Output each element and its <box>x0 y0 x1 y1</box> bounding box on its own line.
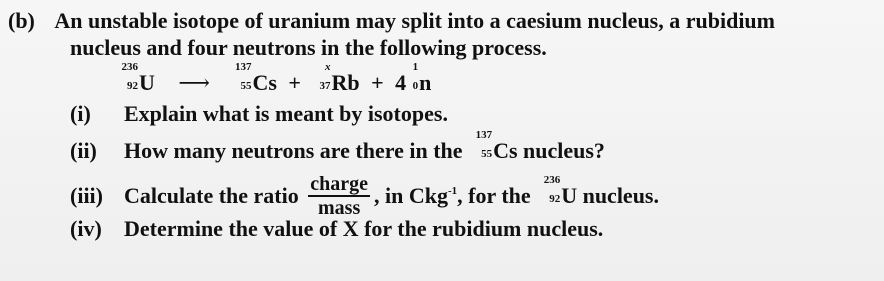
rubidium-atomic-number: 37 <box>319 80 331 92</box>
caesium-mass-number: 137 <box>234 61 252 73</box>
question-i <box>70 102 448 126</box>
question-iii-text-after: nucleus. <box>582 183 659 209</box>
question-iv-label: (iv) <box>70 216 102 241</box>
plus-sign: + <box>288 70 301 95</box>
charge-mass-fraction <box>308 174 370 218</box>
reaction-arrow: ⟶ <box>178 70 210 95</box>
question-iv-text: Determine the value of X for the rubidium nucleus. <box>124 216 604 241</box>
question-ii-text-after: nucleus? <box>523 138 605 163</box>
part-b-line1 <box>8 9 775 33</box>
part-b-line2 <box>70 36 547 60</box>
nuclide-caesium <box>233 61 277 95</box>
nuclide-uranium-question <box>542 174 578 209</box>
question-iii-text-before: Calculate the ratio <box>124 183 299 209</box>
rubidium-symbol: Rb <box>331 70 360 95</box>
question-ii-label: (ii) <box>70 138 97 163</box>
uranium-atomic-number: 92 <box>127 80 138 92</box>
uranium-mass-number: 236 <box>121 61 138 73</box>
nuclide-neutron <box>406 61 432 95</box>
neutron-mass-number: 1 <box>412 61 419 73</box>
question-iii-label: (iii) <box>70 183 103 209</box>
part-b-intro-1: An unstable isotope of uranium may split into a caesium nucleus, a rubidium <box>54 8 775 33</box>
uranium-symbol: U <box>561 183 578 209</box>
nuclear-equation <box>120 61 432 95</box>
uranium-mass-number: 236 <box>543 174 561 187</box>
neutron-atomic-number: 0 <box>412 80 419 92</box>
caesium-symbol: Cs <box>493 138 518 163</box>
question-iv <box>70 217 603 241</box>
neutron-coefficient: 4 <box>395 70 407 95</box>
neutron-symbol: n <box>419 70 432 95</box>
fraction-denominator: mass <box>318 197 361 219</box>
unit-exponent: -1 <box>447 185 458 198</box>
question-ii-text-before: How many neutrons are there in the <box>124 138 463 163</box>
nuclide-caesium-question <box>474 129 518 163</box>
question-ii <box>70 129 605 163</box>
nuclide-rubidium <box>312 61 360 95</box>
question-i-label: (i) <box>70 101 91 126</box>
rubidium-mass-number: x <box>324 61 331 73</box>
part-b-label: (b) <box>8 8 35 33</box>
question-iii-unit: , in Ckg <box>374 183 448 209</box>
question-iii-text-mid: , for the <box>457 183 531 209</box>
uranium-atomic-number: 92 <box>549 193 561 206</box>
plus-sign: + <box>371 70 384 95</box>
caesium-atomic-number: 55 <box>481 148 493 160</box>
question-iii <box>70 173 659 220</box>
question-i-text: Explain what is meant by isotopes. <box>124 101 448 126</box>
nuclide-uranium <box>120 61 155 95</box>
caesium-atomic-number: 55 <box>240 80 252 92</box>
fraction-numerator: charge <box>310 173 368 195</box>
uranium-symbol: U <box>139 70 155 95</box>
caesium-mass-number: 137 <box>475 129 493 141</box>
part-b-intro-2: nucleus and four neutrons in the following process. <box>70 35 547 60</box>
caesium-symbol: Cs <box>252 70 277 95</box>
